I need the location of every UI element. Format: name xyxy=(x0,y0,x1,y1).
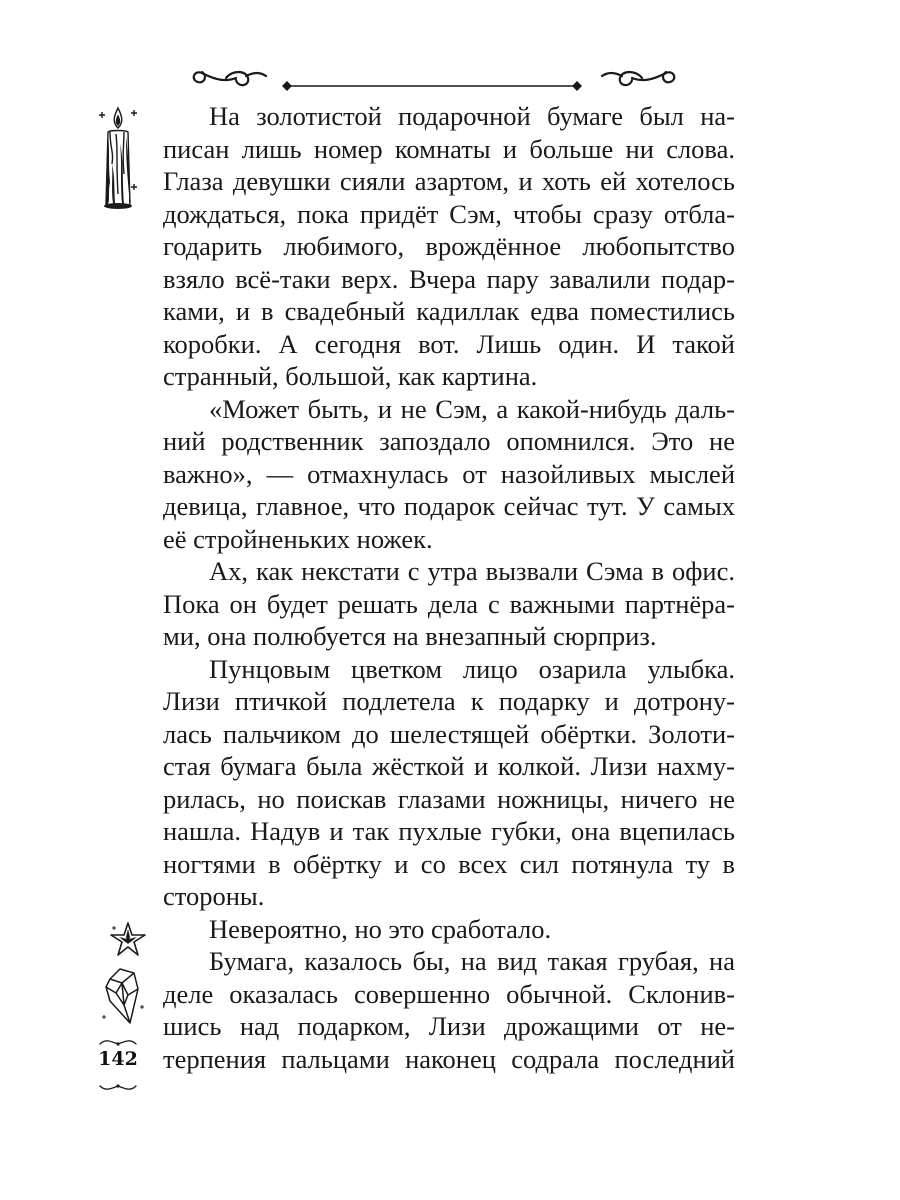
text-line: девица, главное, что подарок сейчас тут. У самых xyxy=(163,491,735,521)
text-line: Пунцовым цветком лицо озарила улыбка. xyxy=(209,653,735,684)
text-line: ками, и в свадебный кадиллак едва поместились xyxy=(163,296,735,326)
text-line: важно», — отмахнулась от назойливых мыслей xyxy=(163,458,735,489)
text-line: дождаться, пока придёт Сэм, чтобы сразу отбла- xyxy=(163,198,735,229)
text-line: её стройненьких ножек. xyxy=(163,523,433,554)
text-line: Ах, как некстати с утра вызвали Сэма в офис. xyxy=(209,556,735,586)
text-line: стороны. xyxy=(163,881,265,911)
page-number-block xyxy=(92,1036,144,1096)
text-line: странный, большой, как картина. xyxy=(163,361,538,391)
body-text xyxy=(163,100,735,1075)
text-line: лась пальчиком до шелестящей обёртки. Золоти- xyxy=(163,718,735,749)
text-line: «Может быть, и не Сэм, а какой-нибудь даль- xyxy=(209,393,735,424)
text-line: деле оказалась совершенно обычной. Склонив- xyxy=(163,978,735,1009)
text-line: коробки. А сегодня вот. Лишь один. И такой xyxy=(163,328,735,359)
text-line: шись над подарком, Лизи дрожащими от не- xyxy=(163,1011,735,1041)
paragraph xyxy=(163,555,735,653)
text-line: годарить любимого, врождённое любопытство xyxy=(163,231,735,261)
text-line: ми, она полюбуется на внезапный сюрприз. xyxy=(163,621,657,651)
paragraph xyxy=(163,913,735,946)
text-line: терпения пальцами наконец содрала последний xyxy=(163,1043,735,1074)
text-line: Лизи птичкой подлетела к подарку и дотрону- xyxy=(163,686,735,716)
paragraph xyxy=(163,100,735,393)
text-line: Невероятно, но это сработало. xyxy=(209,913,552,944)
crystal-icon xyxy=(100,965,146,1029)
paragraph xyxy=(163,945,735,1075)
text-line: рилась, но поискав глазами ножницы, ничего не xyxy=(163,783,735,814)
candle-icon xyxy=(96,104,140,216)
text-line: На золотистой подарочной бумаге был на- xyxy=(209,101,735,131)
text-line: взяло всё-таки верх. Вчера пару завалили подар- xyxy=(163,263,735,294)
text-line: писан лишь номер комнаты и больше ни слова. xyxy=(163,133,735,164)
text-line: стая бумага была жёсткой и колкой. Лизи нахму- xyxy=(163,751,735,781)
text-line: нашла. Надув и так пухлые губки, она вцепилась xyxy=(163,816,735,846)
page-number: 142 xyxy=(98,1048,138,1070)
paragraph xyxy=(163,653,735,913)
text-line: Бумага, казалось бы, на вид такая грубая, на xyxy=(209,946,735,976)
text-line: ногтями в обёртку и со всех сил потянула ту в xyxy=(163,848,735,879)
star-icon xyxy=(108,920,148,960)
header-ornament-divider xyxy=(186,58,682,102)
text-line: ний родственник запоздало опомнился. Это не xyxy=(163,426,735,456)
text-line: Пока он будет решать дела с важными партнёра- xyxy=(163,588,735,619)
paragraph xyxy=(163,393,735,556)
text-line: Глаза девушки сияли азартом, и хоть ей хотелось xyxy=(163,166,735,196)
